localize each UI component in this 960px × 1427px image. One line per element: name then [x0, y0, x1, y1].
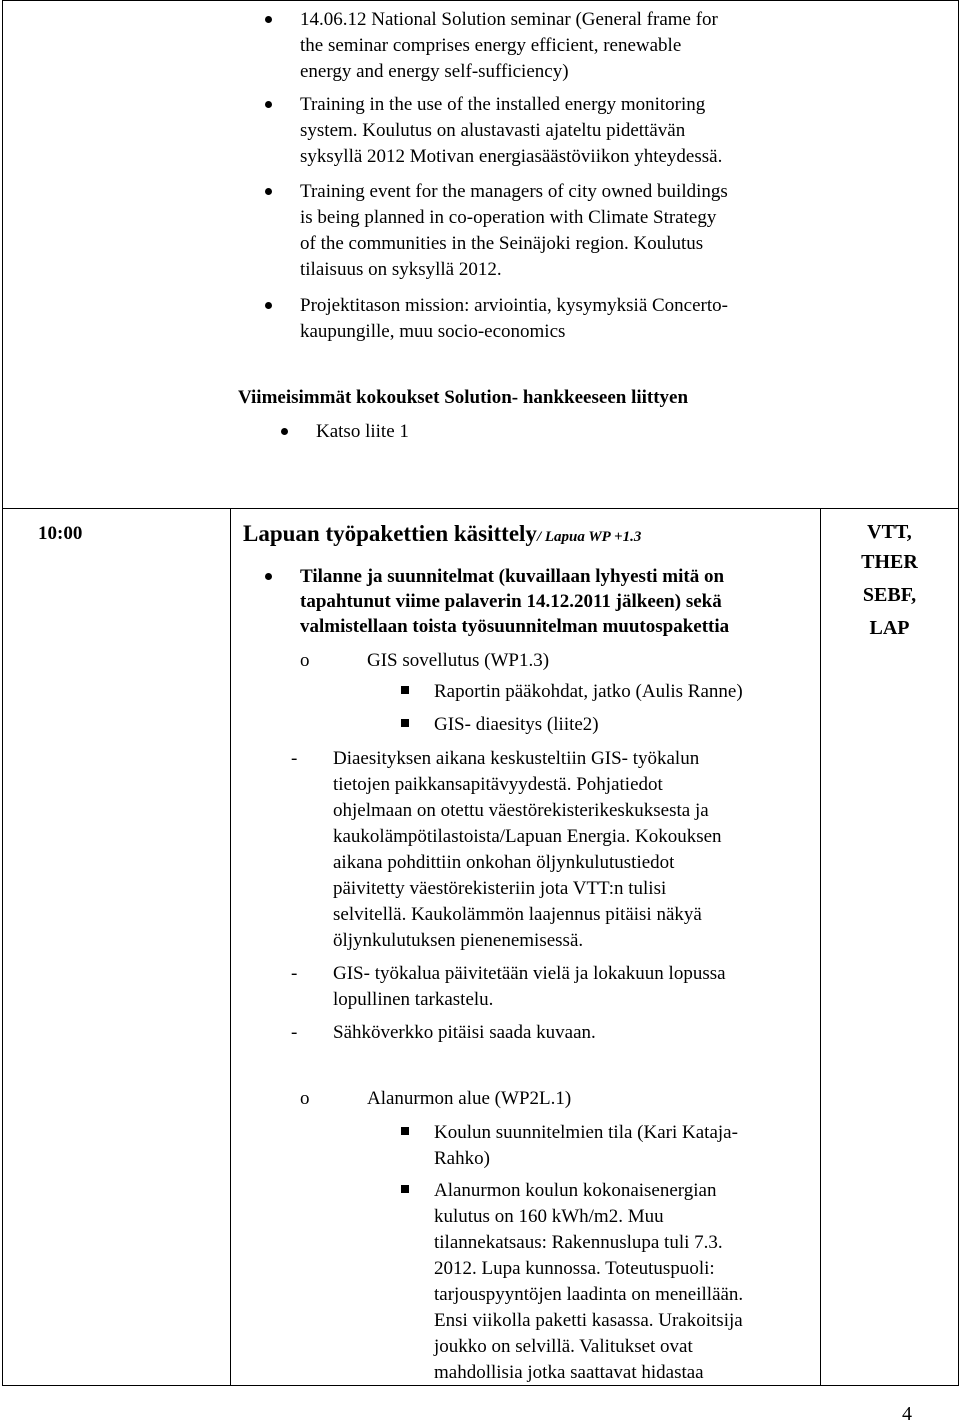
alanurmo-item-line: tarjouspyyntöjen laadinta on meneillään. — [434, 1284, 744, 1305]
square-bullet — [401, 686, 409, 694]
alanurmo-item-line: Alanurmon koulun kokonaisenergian — [434, 1180, 717, 1201]
alanurmo-item-line: Rahko) — [434, 1148, 490, 1169]
alanurmo-item-line: Ensi viikolla paketti kasassa. Urakoitsija — [434, 1310, 743, 1331]
note-line: Diaesityksen aikana keskusteltiin GIS- työkalun — [333, 748, 700, 769]
alanurmo-item-line: mahdollisia jotka saattavat hidastaa — [434, 1362, 704, 1383]
list-item: tilaisuus on syksyllä 2012. — [300, 259, 502, 280]
list-item: is being planned in co-operation with Climate Strategy — [300, 207, 717, 228]
list-item: Training in the use of the installed energy monitoring — [300, 94, 706, 115]
note-line: selvitellä. Kaukolämmön laajennus pitäisi näkyä — [333, 904, 702, 925]
note-line: kaukolämpötilastoista/Lapuan Energia. Kokouksen — [333, 826, 722, 847]
status-line: Tilanne ja suunnitelmat (kuvaillaan lyhyesti mitä on — [300, 566, 725, 587]
recent-meetings-item: Katso liite 1 — [316, 421, 409, 442]
gis-item: GIS- diaesitys (liite2) — [434, 714, 599, 735]
alanurmo-label: Alanurmon alue (WP2L.1) — [367, 1088, 572, 1109]
square-bullet — [401, 719, 409, 727]
responsible-line: SEBF, — [862, 584, 917, 606]
bullet — [265, 573, 272, 580]
list-item: 14.06.12 National Solution seminar (General frame for — [300, 9, 718, 30]
gis-item: Raportin pääkohdat, jatko (Aulis Ranne) — [434, 681, 743, 702]
dash-bullet: - — [291, 963, 298, 984]
table-border-mid — [2, 508, 959, 509]
bullet — [281, 428, 288, 435]
circle-bullet: o — [300, 650, 310, 671]
dash-bullet: - — [291, 1022, 298, 1043]
status-line: tapahtunut viime palaverin 14.12.2011 jälkeen) sekä — [300, 591, 722, 612]
bullet — [265, 188, 272, 195]
note-line: aikana pohdittiin onkohan öljynkulutustiedot — [333, 852, 675, 873]
bullet — [265, 302, 272, 309]
gis-label: GIS sovellutus (WP1.3) — [367, 650, 550, 671]
list-item: system. Koulutus on alustavasti ajateltu pidettävän — [300, 120, 686, 141]
list-item: kaupungille, muu socio-economics — [300, 321, 566, 342]
alanurmo-item-line: tilannekatsaus: Rakennuslupa tuli 7.3. — [434, 1232, 723, 1253]
square-bullet — [401, 1185, 409, 1193]
dash-bullet: - — [291, 748, 298, 769]
agenda-title — [243, 519, 641, 549]
alanurmo-item-line: joukko on selvillä. Valitukset ovat — [434, 1336, 693, 1357]
note-line: lopullinen tarkastelu. — [333, 989, 494, 1010]
note-line: päivitetty väestörekisteriin jota VTT:n tulisi — [333, 878, 667, 899]
table-border-right — [958, 0, 959, 1386]
column-divider-left — [230, 508, 231, 1386]
note-line: GIS- työkalua päivitetään vielä ja lokakuun lopussa — [333, 963, 726, 984]
bullet — [265, 101, 272, 108]
note-line: ohjelmaan on otettu väestörekisterikeskuksesta ja — [333, 800, 709, 821]
list-item: energy and energy self-sufficiency) — [300, 61, 569, 82]
note-line: tietojen paikkansapitävyydestä. Pohjatiedot — [333, 774, 663, 795]
responsible-line: THER — [861, 551, 918, 573]
list-item: Projektitason mission: arviointia, kysymyksiä Concerto- — [300, 295, 728, 316]
alanurmo-item-line: kulutus on 160 kWh/m2. Muu — [434, 1206, 664, 1227]
square-bullet — [401, 1127, 409, 1135]
recent-meetings-heading: Viimeisimmät kokoukset Solution- hankkeeseen liittyen — [238, 387, 689, 408]
table-border-left — [2, 0, 3, 1386]
responsible-line: LAP — [869, 617, 910, 639]
status-line: valmistellaan toista työsuunnitelman muutospakettia — [300, 616, 730, 637]
circle-bullet: o — [300, 1088, 310, 1109]
table-border-top — [2, 0, 959, 1]
note-line: Sähköverkko pitäisi saada kuvaan. — [333, 1022, 596, 1043]
list-item: the seminar comprises energy efficient, renewable — [300, 35, 682, 56]
alanurmo-item-line: Koulun suunnitelmien tila (Kari Kataja- — [434, 1122, 738, 1143]
note-line: öljynkulutuksen pienenemisessä. — [333, 930, 584, 951]
responsible-line: VTT, — [867, 521, 912, 543]
agenda-time: 10:00 — [38, 523, 83, 544]
alanurmo-item-line: 2012. Lupa kunnossa. Toteutuspuoli: — [434, 1258, 715, 1279]
page-number: 4 — [902, 1403, 912, 1425]
list-item: syksyllä 2012 Motivan energiasäästöviikon yhteydessä. — [300, 146, 723, 167]
bullet — [265, 16, 272, 23]
agenda-title-suffix: / Lapua WP +1.3 — [536, 529, 642, 545]
agenda-title-text: Lapuan työpakettien käsittely — [243, 521, 537, 546]
list-item: of the communities in the Seinäjoki region. Koulutus — [300, 233, 704, 254]
list-item: Training event for the managers of city owned buildings — [300, 181, 728, 202]
